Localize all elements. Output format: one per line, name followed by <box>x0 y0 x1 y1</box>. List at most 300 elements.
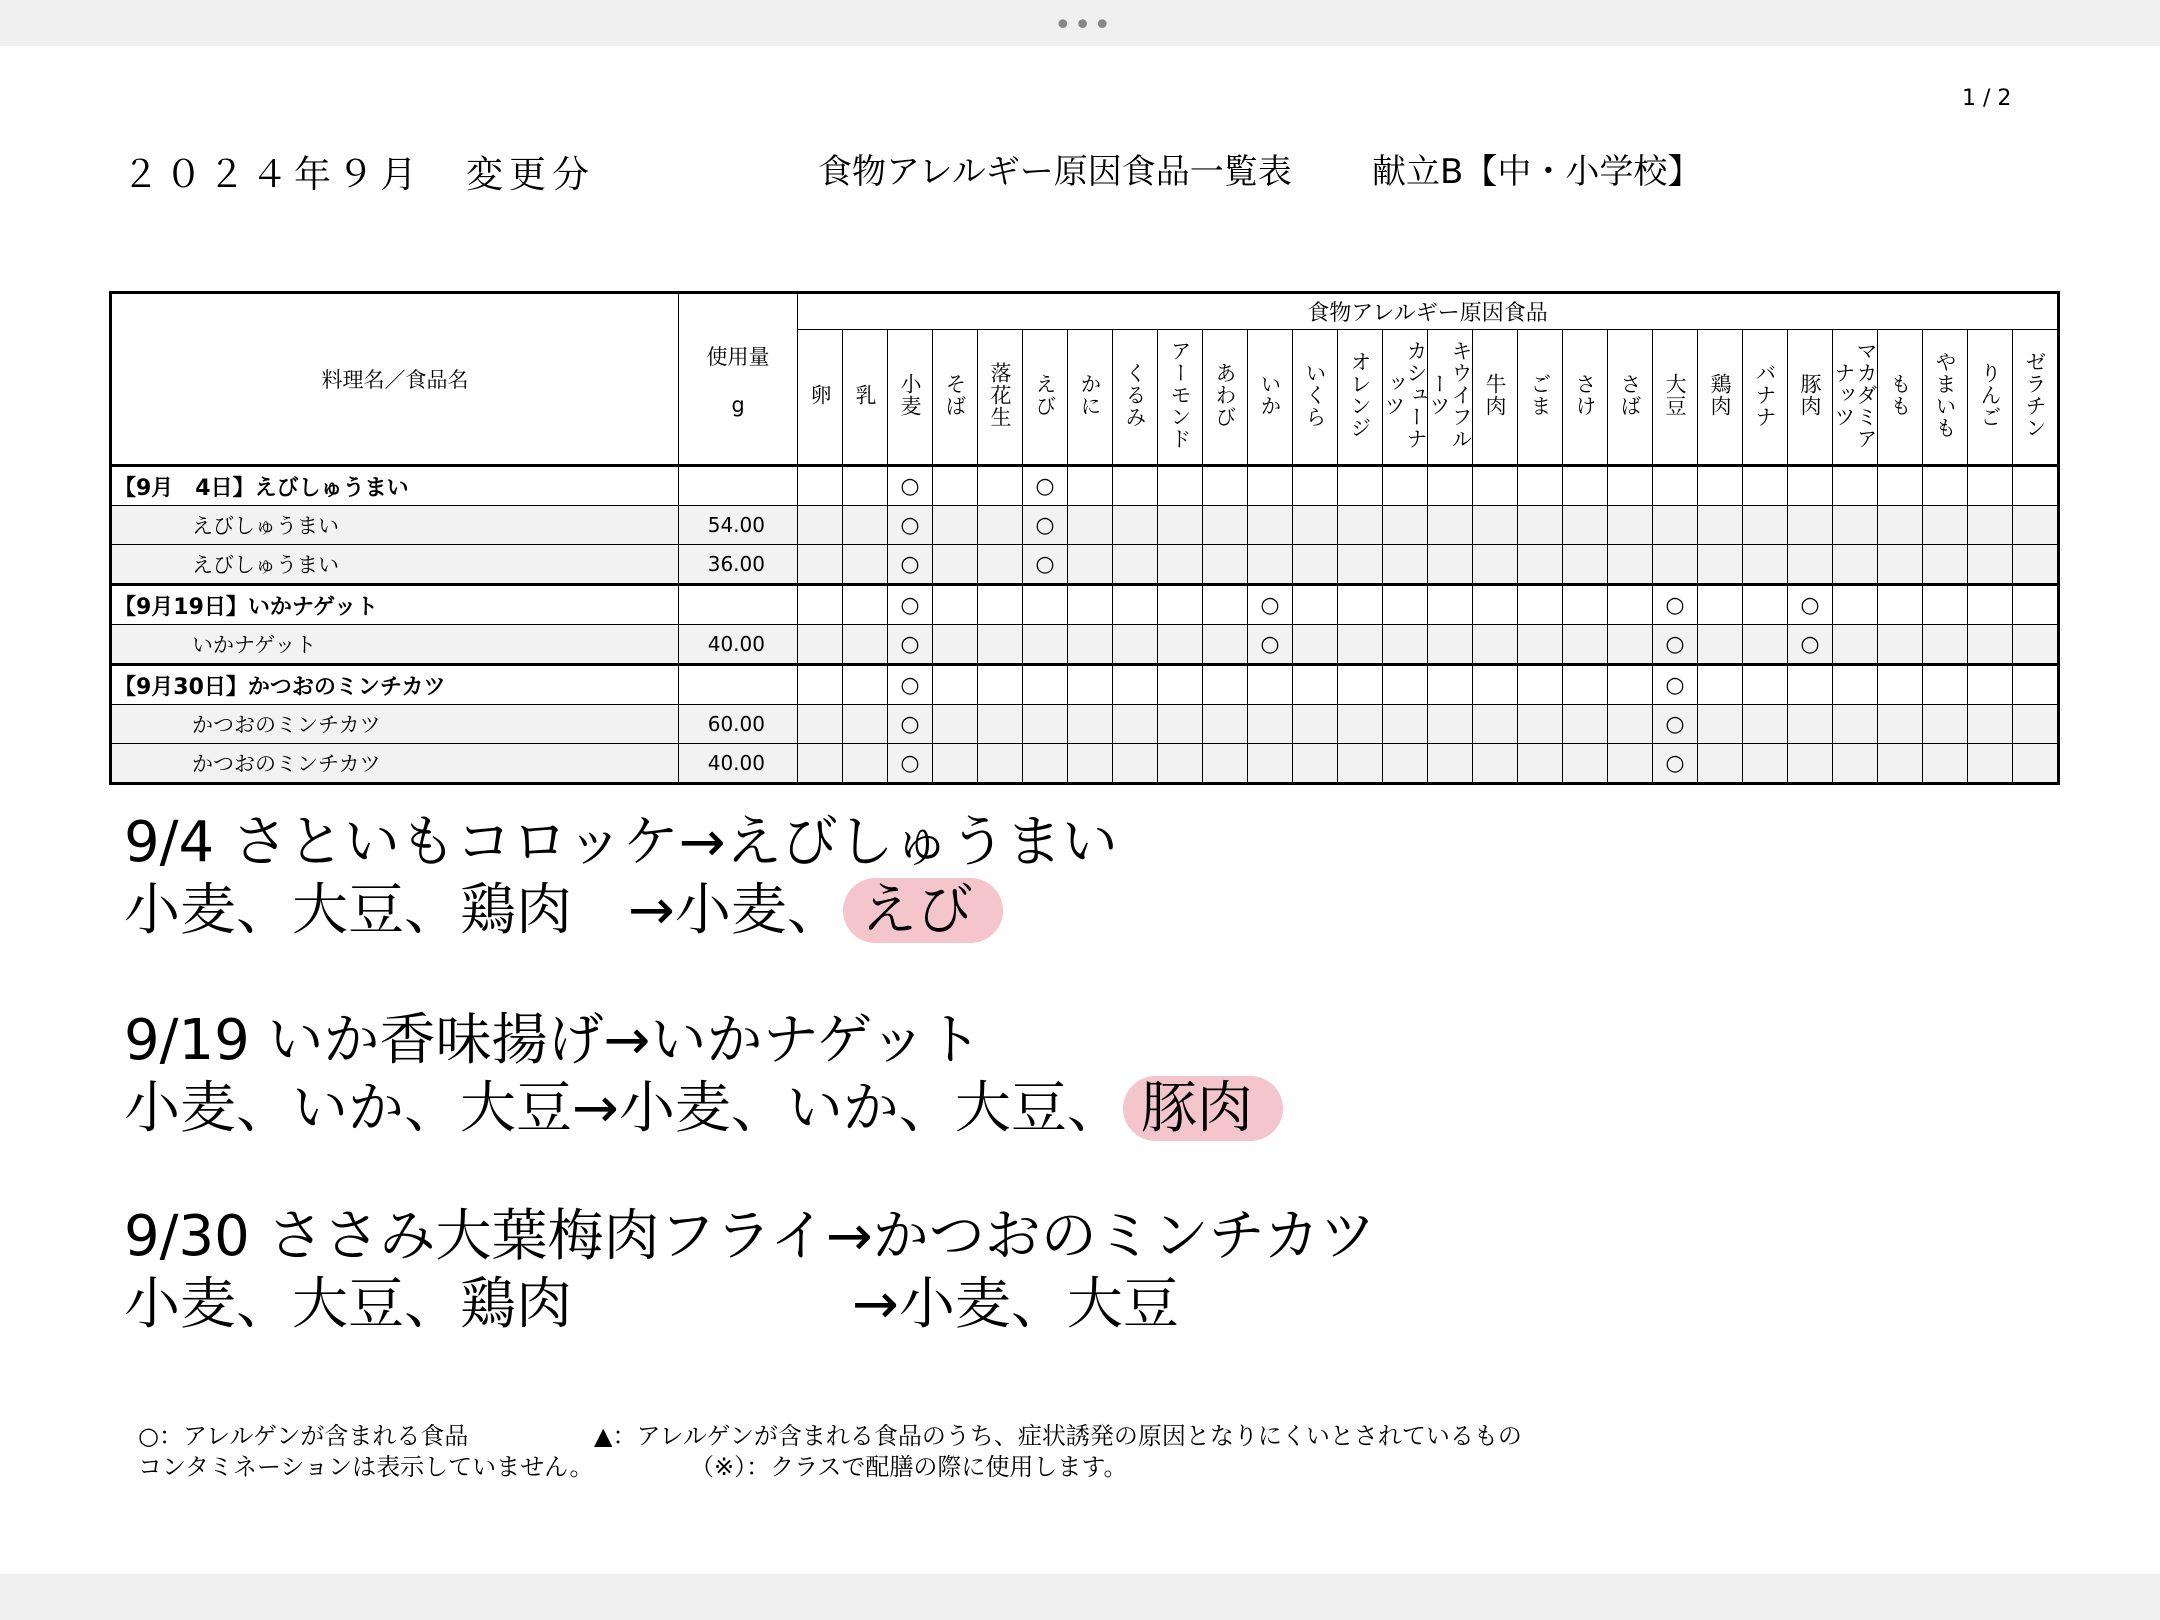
menu-type-label: 献立B【中・小学校】 <box>1372 152 1702 192</box>
allergen-mark-cell <box>1473 705 1518 744</box>
allergen-label: くるみ <box>1123 362 1147 428</box>
allergen-label: もも <box>1888 373 1912 417</box>
allergen-mark-cell <box>1653 506 1698 545</box>
allergen-label: かに <box>1078 373 1102 417</box>
allergen-mark-cell <box>1968 545 2013 585</box>
contains-allergen-mark: ○ <box>900 711 920 737</box>
food-name: えびしゅうまい <box>111 545 679 585</box>
allergen-mark-cell <box>1563 665 1608 705</box>
allergen-mark-cell <box>888 466 933 506</box>
allergen-mark-cell <box>1428 545 1473 585</box>
allergen-mark-cell <box>933 625 978 665</box>
allergen-mark-cell <box>1833 545 1878 585</box>
allergen-mark-cell <box>843 545 888 585</box>
allergen-mark-cell <box>1698 585 1743 625</box>
contains-allergen-mark: ○ <box>900 592 920 618</box>
allergen-mark-cell <box>1293 625 1338 665</box>
allergen-mark-cell <box>1563 545 1608 585</box>
allergen-mark-cell <box>1113 506 1158 545</box>
allergen-mark-cell <box>1833 585 1878 625</box>
allergen-mark-cell <box>1023 466 1068 506</box>
allergen-mark-cell <box>1113 625 1158 665</box>
allergen-mark-cell <box>1923 744 1968 784</box>
allergen-mark-cell <box>1293 545 1338 585</box>
allergen-mark-cell <box>1788 705 1833 744</box>
allergen-column-header <box>1788 330 1833 466</box>
allergen-mark-cell <box>1563 466 1608 506</box>
allergen-mark-cell <box>1293 705 1338 744</box>
page-number: 1 / 2 <box>1962 86 2012 111</box>
quantity-cell: 36.00 <box>679 545 798 585</box>
allergen-mark-cell <box>1698 705 1743 744</box>
more-dots-icon[interactable]: ••• <box>1054 8 1114 43</box>
allergen-mark-cell <box>888 545 933 585</box>
allergen-mark-cell <box>1203 625 1248 665</box>
allergen-mark-cell <box>1383 545 1428 585</box>
allergen-column-header <box>1158 330 1203 466</box>
allergen-mark-cell <box>1518 625 1563 665</box>
allergen-mark-cell <box>1338 466 1383 506</box>
allergen-mark-cell <box>843 466 888 506</box>
allergen-mark-cell <box>888 744 933 784</box>
allergen-mark-cell <box>1383 665 1428 705</box>
allergen-label: りんご <box>1978 362 2002 428</box>
food-item-row <box>111 705 2059 744</box>
allergen-mark-cell <box>1518 466 1563 506</box>
contains-allergen-mark: ○ <box>1035 512 1055 538</box>
allergen-label: さば <box>1618 373 1642 417</box>
allergen-mark-cell <box>1698 744 1743 784</box>
allergen-mark-cell <box>1653 744 1698 784</box>
allergen-mark-cell <box>1113 466 1158 506</box>
allergen-mark-cell <box>1743 506 1788 545</box>
allergen-label: 乳 <box>853 384 877 406</box>
allergen-mark-cell <box>978 585 1023 625</box>
allergen-mark-cell <box>843 744 888 784</box>
allergen-label: アーモンド <box>1168 340 1192 450</box>
allergen-mark-cell <box>1158 545 1203 585</box>
allergen-mark-cell <box>1473 744 1518 784</box>
allergen-label: えび <box>1033 373 1057 417</box>
allergen-mark-cell <box>1743 545 1788 585</box>
allergen-mark-cell <box>1608 665 1653 705</box>
allergen-mark-cell <box>1878 506 1923 545</box>
contains-allergen-mark: ○ <box>900 672 920 698</box>
allergen-mark-cell <box>933 545 978 585</box>
allergen-mark-cell <box>1158 585 1203 625</box>
allergen-mark-cell <box>978 506 1023 545</box>
allergen-mark-cell <box>1248 506 1293 545</box>
allergen-mark-cell <box>1158 506 1203 545</box>
allergen-mark-cell <box>1878 545 1923 585</box>
allergen-mark-cell <box>1698 506 1743 545</box>
allergen-column-header <box>1113 330 1158 466</box>
allergen-mark-cell <box>1923 705 1968 744</box>
allergen-mark-cell <box>1383 506 1428 545</box>
allergen-column-header <box>2013 330 2059 466</box>
allergen-mark-cell <box>1518 705 1563 744</box>
allergen-mark-cell <box>1923 506 1968 545</box>
allergen-column-header <box>1518 330 1563 466</box>
contains-allergen-mark: ○ <box>1665 750 1685 776</box>
contains-allergen-mark: ○ <box>1665 711 1685 737</box>
allergen-mark-cell <box>978 665 1023 705</box>
allergen-mark-cell <box>1743 665 1788 705</box>
column-header-quantity <box>679 293 798 466</box>
allergen-mark-cell <box>1248 545 1293 585</box>
document-title: 食物アレルギー原因食品一覧表 <box>818 152 1292 192</box>
quantity-cell: 54.00 <box>679 506 798 545</box>
allergen-mark-cell <box>2013 705 2059 744</box>
allergen-mark-cell <box>1923 545 1968 585</box>
allergen-mark-cell <box>1563 506 1608 545</box>
contains-allergen-mark: ○ <box>1665 592 1685 618</box>
food-name: いかナゲット <box>111 625 679 665</box>
allergen-mark-cell <box>1878 665 1923 705</box>
allergen-mark-cell <box>933 506 978 545</box>
allergen-mark-cell <box>1878 744 1923 784</box>
allergen-column-header <box>1968 330 2013 466</box>
allergen-column-header <box>888 330 933 466</box>
allergen-mark-cell <box>888 585 933 625</box>
allergen-mark-cell <box>1293 585 1338 625</box>
allergen-column-header <box>1023 330 1068 466</box>
contains-allergen-mark: ○ <box>900 473 920 499</box>
allergen-mark-cell <box>1068 665 1113 705</box>
allergen-mark-cell <box>2013 466 2059 506</box>
allergen-mark-cell <box>1698 545 1743 585</box>
allergen-mark-cell <box>978 545 1023 585</box>
contains-allergen-mark: ○ <box>900 631 920 657</box>
allergen-mark-cell <box>933 585 978 625</box>
allergen-mark-cell <box>1698 665 1743 705</box>
allergen-mark-cell <box>843 705 888 744</box>
food-item-row <box>111 545 2059 585</box>
allergen-mark-cell <box>1653 466 1698 506</box>
allergen-mark-cell <box>1698 466 1743 506</box>
allergen-column-header <box>1293 330 1338 466</box>
contains-allergen-mark: ○ <box>1035 473 1055 499</box>
allergen-mark-cell <box>1023 506 1068 545</box>
allergen-mark-cell <box>1113 585 1158 625</box>
allergen-mark-cell <box>1248 744 1293 784</box>
quantity-cell <box>679 665 798 705</box>
allergen-mark-cell <box>1248 466 1293 506</box>
contains-allergen-mark: ○ <box>900 551 920 577</box>
allergen-mark-cell <box>1608 744 1653 784</box>
allergen-mark-cell <box>888 506 933 545</box>
allergen-mark-cell <box>1608 705 1653 744</box>
allergen-mark-cell <box>843 665 888 705</box>
allergen-mark-cell <box>933 665 978 705</box>
dish-row <box>111 585 2059 625</box>
allergen-mark-cell <box>1068 506 1113 545</box>
allergen-mark-cell <box>1068 466 1113 506</box>
allergen-mark-cell <box>1878 585 1923 625</box>
allergen-label: ゼラチン <box>2023 351 2047 439</box>
allergen-mark-cell <box>1608 585 1653 625</box>
allergen-label: あわび <box>1213 362 1237 428</box>
allergen-mark-cell <box>1158 665 1203 705</box>
allergen-mark-cell <box>1923 585 1968 625</box>
allergen-mark-cell <box>1518 665 1563 705</box>
allergen-mark-cell <box>2013 665 2059 705</box>
allergen-mark-cell <box>1023 585 1068 625</box>
allergen-column-header <box>1428 330 1473 466</box>
allergen-mark-cell <box>1653 705 1698 744</box>
allergen-mark-cell <box>1113 744 1158 784</box>
allergen-mark-cell <box>1923 625 1968 665</box>
allergen-mark-cell <box>1473 585 1518 625</box>
allergen-label: いか <box>1258 373 1282 417</box>
allergen-mark-cell <box>1248 585 1293 625</box>
allergen-mark-cell <box>1968 506 2013 545</box>
note-9-4-title: 9/4 さといもコロッケ→えびしゅうまい <box>124 810 1118 875</box>
allergen-mark-cell <box>1653 665 1698 705</box>
food-item-row <box>111 625 2059 665</box>
allergen-mark-cell <box>1923 665 1968 705</box>
allergen-mark-cell <box>1608 545 1653 585</box>
allergen-mark-cell <box>978 466 1023 506</box>
allergen-mark-cell <box>1338 625 1383 665</box>
allergen-column-header <box>843 330 888 466</box>
allergen-mark-cell <box>1428 665 1473 705</box>
allergen-label: いくら <box>1303 362 1327 428</box>
allergen-mark-cell <box>1023 625 1068 665</box>
allergen-mark-cell <box>1158 705 1203 744</box>
allergen-column-header <box>1248 330 1293 466</box>
allergen-mark-cell <box>1203 545 1248 585</box>
allergen-mark-cell <box>1833 665 1878 705</box>
allergen-mark-cell <box>933 466 978 506</box>
allergen-mark-cell <box>1293 665 1338 705</box>
allergen-mark-cell <box>2013 585 2059 625</box>
allergen-mark-cell <box>1203 665 1248 705</box>
dish-name: 【9月30日】かつおのミンチカツ <box>111 665 679 705</box>
allergen-column-header <box>933 330 978 466</box>
allergen-mark-cell <box>843 506 888 545</box>
allergen-column-header <box>978 330 1023 466</box>
allergen-mark-cell <box>1428 744 1473 784</box>
allergen-column-header <box>1923 330 1968 466</box>
allergen-mark-cell <box>1383 585 1428 625</box>
quantity-cell: 40.00 <box>679 744 798 784</box>
allergen-mark-cell <box>1383 625 1428 665</box>
quantity-cell: 60.00 <box>679 705 798 744</box>
allergen-mark-cell <box>2013 506 2059 545</box>
note-9-19-allergens: 小麦、いか、大豆→小麦、いか、大豆、 <box>124 1076 1123 1141</box>
allergen-mark-cell <box>1518 506 1563 545</box>
allergen-mark-cell <box>1428 506 1473 545</box>
allergen-mark-cell <box>2013 625 2059 665</box>
allergen-label: やまいも <box>1933 351 1957 439</box>
allergen-column-header <box>1068 330 1113 466</box>
allergen-mark-cell <box>1023 744 1068 784</box>
allergen-mark-cell <box>1788 744 1833 784</box>
allergen-column-header <box>1563 330 1608 466</box>
contains-allergen-mark: ○ <box>900 750 920 776</box>
allergen-column-header <box>1833 330 1878 466</box>
allergen-column-header <box>1203 330 1248 466</box>
food-name: えびしゅうまい <box>111 506 679 545</box>
allergen-mark-cell <box>1068 705 1113 744</box>
allergen-mark-cell <box>978 705 1023 744</box>
allergen-label: 牛肉 <box>1483 373 1507 417</box>
contains-allergen-mark: ○ <box>1260 631 1280 657</box>
document-page <box>0 46 2160 1574</box>
allergen-mark-cell <box>1338 744 1383 784</box>
contains-allergen-mark: ○ <box>1800 592 1820 618</box>
allergen-label: 小麦 <box>898 373 922 417</box>
allergen-mark-cell <box>1698 625 1743 665</box>
contamination-note: コンタミネーションは表示していません。 <box>138 1453 594 1481</box>
allergen-mark-cell <box>1518 585 1563 625</box>
quantity-cell <box>679 585 798 625</box>
allergen-mark-cell <box>1203 585 1248 625</box>
allergen-group-header: 食物アレルギー原因食品 <box>798 293 2059 330</box>
food-name: かつおのミンチカツ <box>111 744 679 784</box>
allergen-mark-cell <box>1113 705 1158 744</box>
class-note: （※）：クラスで配膳の際に使用します。 <box>690 1453 1128 1481</box>
allergen-mark-cell <box>1788 625 1833 665</box>
allergen-mark-cell <box>1338 665 1383 705</box>
allergen-mark-cell <box>1608 466 1653 506</box>
column-header-name: 料理名／食品名 <box>111 293 679 466</box>
allergen-mark-cell <box>1788 665 1833 705</box>
allergen-mark-cell <box>1968 665 2013 705</box>
allergen-mark-cell <box>888 705 933 744</box>
allergen-mark-cell <box>1743 585 1788 625</box>
allergen-mark-cell <box>1383 705 1428 744</box>
allergen-label: 豚肉 <box>1798 373 1822 417</box>
allergen-mark-cell <box>1878 705 1923 744</box>
note-9-4-allergens: 小麦、大豆、鶏肉 →小麦、 <box>124 878 843 943</box>
contains-allergen-mark: ○ <box>1035 551 1055 577</box>
allergen-mark-cell <box>1878 625 1923 665</box>
viewer-top-bar <box>0 0 2160 46</box>
allergen-mark-cell <box>1023 665 1068 705</box>
allergen-mark-cell <box>1743 744 1788 784</box>
dish-row <box>111 665 2059 705</box>
allergen-label: バナナ <box>1753 362 1777 428</box>
note-9-4-body <box>124 866 1003 946</box>
allergen-mark-cell <box>1428 625 1473 665</box>
allergen-column-header <box>1473 330 1518 466</box>
allergen-mark-cell <box>978 625 1023 665</box>
allergen-mark-cell <box>1563 744 1608 784</box>
allergen-mark-cell <box>1968 744 2013 784</box>
note-9-19-title: 9/19 いか香味揚げ→いかナゲット <box>124 1008 982 1073</box>
viewer-bottom-bar <box>0 1574 2160 1620</box>
allergen-label: ごま <box>1528 373 1552 417</box>
note-9-19-body <box>124 1064 1283 1144</box>
allergen-mark-cell <box>1608 506 1653 545</box>
allergen-mark-cell <box>1743 625 1788 665</box>
allergen-column-header <box>1608 330 1653 466</box>
allergen-mark-cell <box>1653 545 1698 585</box>
allergen-mark-cell <box>1383 466 1428 506</box>
allergen-mark-cell <box>1833 506 1878 545</box>
allergen-mark-cell <box>1383 744 1428 784</box>
allergen-mark-cell <box>1743 466 1788 506</box>
allergen-mark-cell <box>1473 625 1518 665</box>
allergen-mark-cell <box>798 585 843 625</box>
allergen-label: 鶏肉 <box>1708 373 1732 417</box>
allergen-mark-cell <box>1518 744 1563 784</box>
note-9-4-highlight: えび <box>843 878 1003 943</box>
allergen-mark-cell <box>798 665 843 705</box>
allergen-label: オレンジ <box>1348 351 1372 439</box>
allergen-mark-cell <box>1293 466 1338 506</box>
allergen-mark-cell <box>1653 585 1698 625</box>
allergen-mark-cell <box>1788 585 1833 625</box>
allergen-column-header <box>1653 330 1698 466</box>
allergen-mark-cell <box>1203 744 1248 784</box>
contains-allergen-mark: ○ <box>1665 631 1685 657</box>
allergen-mark-cell <box>1563 585 1608 625</box>
note-9-19-highlight: 豚肉 <box>1123 1076 1283 1141</box>
legend-triangle: ▲：アレルゲンが含まれる食品のうち、症状誘発の原因となりにくいとされているもの <box>594 1422 1522 1450</box>
allergen-mark-cell <box>1158 744 1203 784</box>
allergen-mark-cell <box>1338 585 1383 625</box>
allergen-mark-cell <box>1563 625 1608 665</box>
allergen-label: さけ <box>1573 373 1597 417</box>
quantity-cell: 40.00 <box>679 625 798 665</box>
allergen-mark-cell <box>888 625 933 665</box>
allergen-mark-cell <box>1833 625 1878 665</box>
allergen-mark-cell <box>1923 466 1968 506</box>
allergen-mark-cell <box>798 625 843 665</box>
allergen-mark-cell <box>1833 744 1878 784</box>
allergen-mark-cell <box>1293 506 1338 545</box>
allergen-column-header <box>798 330 843 466</box>
allergen-mark-cell <box>1968 625 2013 665</box>
allergen-label: 卵 <box>808 384 832 406</box>
allergen-label: マカダミアナッツ <box>1832 340 1878 450</box>
allergen-mark-cell <box>798 506 843 545</box>
allergen-label: カシューナッツ <box>1382 340 1428 450</box>
allergen-mark-cell <box>1833 705 1878 744</box>
allergen-mark-cell <box>1113 665 1158 705</box>
allergen-column-header <box>1383 330 1428 466</box>
allergen-mark-cell <box>1428 585 1473 625</box>
food-item-row <box>111 744 2059 784</box>
allergen-mark-cell <box>1338 545 1383 585</box>
allergen-mark-cell <box>1068 744 1113 784</box>
allergen-mark-cell <box>888 665 933 705</box>
contains-allergen-mark: ○ <box>1665 672 1685 698</box>
allergen-mark-cell <box>2013 545 2059 585</box>
allergen-mark-cell <box>1338 506 1383 545</box>
allergen-mark-cell <box>1473 665 1518 705</box>
allergen-mark-cell <box>1158 466 1203 506</box>
allergen-column-header <box>1878 330 1923 466</box>
allergen-mark-cell <box>1203 506 1248 545</box>
allergen-mark-cell <box>1968 585 2013 625</box>
allergen-mark-cell <box>1248 665 1293 705</box>
allergen-mark-cell <box>798 744 843 784</box>
allergen-mark-cell <box>1338 705 1383 744</box>
allergen-mark-cell <box>1113 545 1158 585</box>
allergen-mark-cell <box>933 705 978 744</box>
allergen-label: キウイフルーツ <box>1427 340 1473 450</box>
quantity-cell <box>679 466 798 506</box>
allergen-mark-cell <box>1518 545 1563 585</box>
allergen-mark-cell <box>1428 466 1473 506</box>
allergen-mark-cell <box>1023 545 1068 585</box>
allergen-label: そば <box>943 373 967 417</box>
allergen-mark-cell <box>1248 705 1293 744</box>
